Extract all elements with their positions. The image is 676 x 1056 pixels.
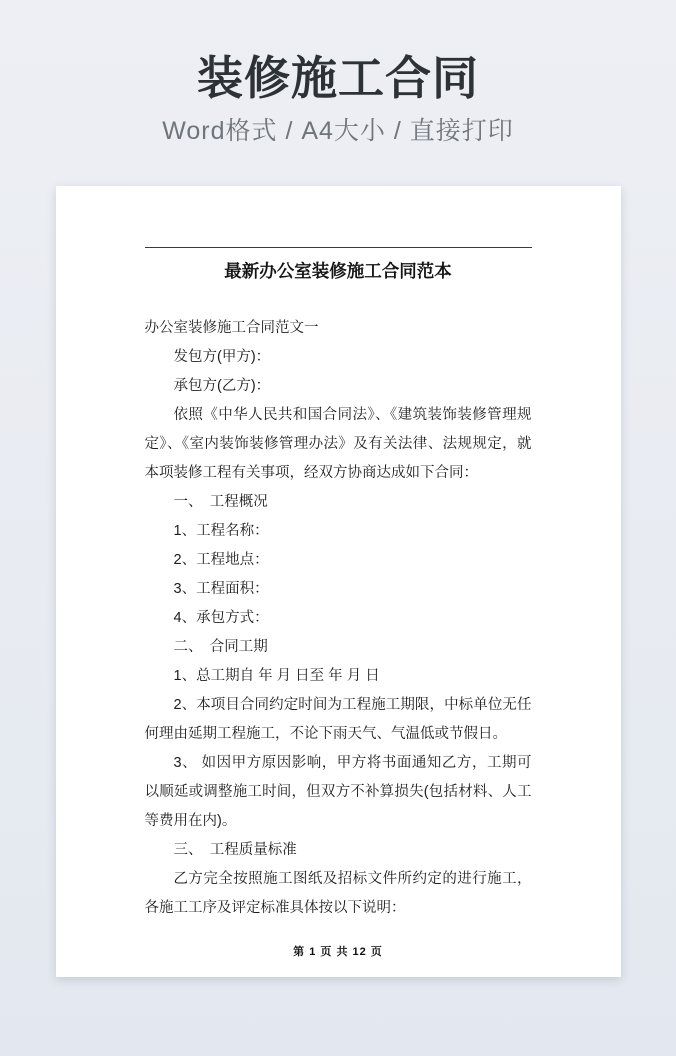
- doc-section-heading: 三、 工程质量标准: [173, 842, 297, 858]
- banner-subtitle: Word格式 / A4大小 / 直接打印: [162, 117, 514, 145]
- document-top-rule: [145, 247, 532, 248]
- banner-title: 装修施工合同: [197, 52, 479, 104]
- document-title: 最新办公室装修施工合同范本: [224, 261, 452, 281]
- doc-paragraph: 依照《中华人民共和国合同法》、《建筑装饰装修管理规定》、《室内装饰装修管理办法》及有关法律、法规规定，就本项装修工程有关事项，经双方协商达成如下合同：: [144, 407, 532, 481]
- doc-paragraph: 2、工程地点：: [173, 552, 269, 568]
- doc-paragraph: 2、本项目合同约定时间为工程施工期限，中标单位无任何理由延期工程施工，不论下雨天气、气温低或节假日。: [144, 697, 532, 742]
- promo-banner: [0, 0, 676, 146]
- doc-paragraph: 1、总工期自 年 月 日至 年 月 日: [173, 668, 380, 684]
- document-page-preview: [56, 186, 621, 977]
- doc-paragraph: 乙方完全按照施工图纸及招标文件所约定的进行施工，各施工工序及评定标准具体按以下说明：: [144, 871, 532, 916]
- doc-paragraph: 1、工程名称：: [173, 523, 269, 539]
- doc-paragraph: 3、 如因甲方原因影响，甲方将书面通知乙方，工期可以顺延或调整施工时间，但双方不补算损失(包括材料、人工等费用在内)。: [144, 755, 532, 829]
- doc-section-heading: 一、 工程概况: [173, 494, 268, 510]
- doc-paragraph: 办公室装修施工合同范文一: [144, 320, 319, 336]
- doc-paragraph: 发包方(甲方)：: [173, 349, 271, 365]
- doc-section-heading: 二、 合同工期: [173, 639, 268, 655]
- doc-paragraph: 4、承包方式：: [173, 610, 269, 626]
- document-body: [145, 314, 532, 923]
- doc-paragraph: 承包方(乙方)：: [173, 378, 271, 394]
- page-number-footer: 第 1 页 共 12 页: [293, 946, 383, 958]
- doc-paragraph: 3、工程面积：: [173, 581, 269, 597]
